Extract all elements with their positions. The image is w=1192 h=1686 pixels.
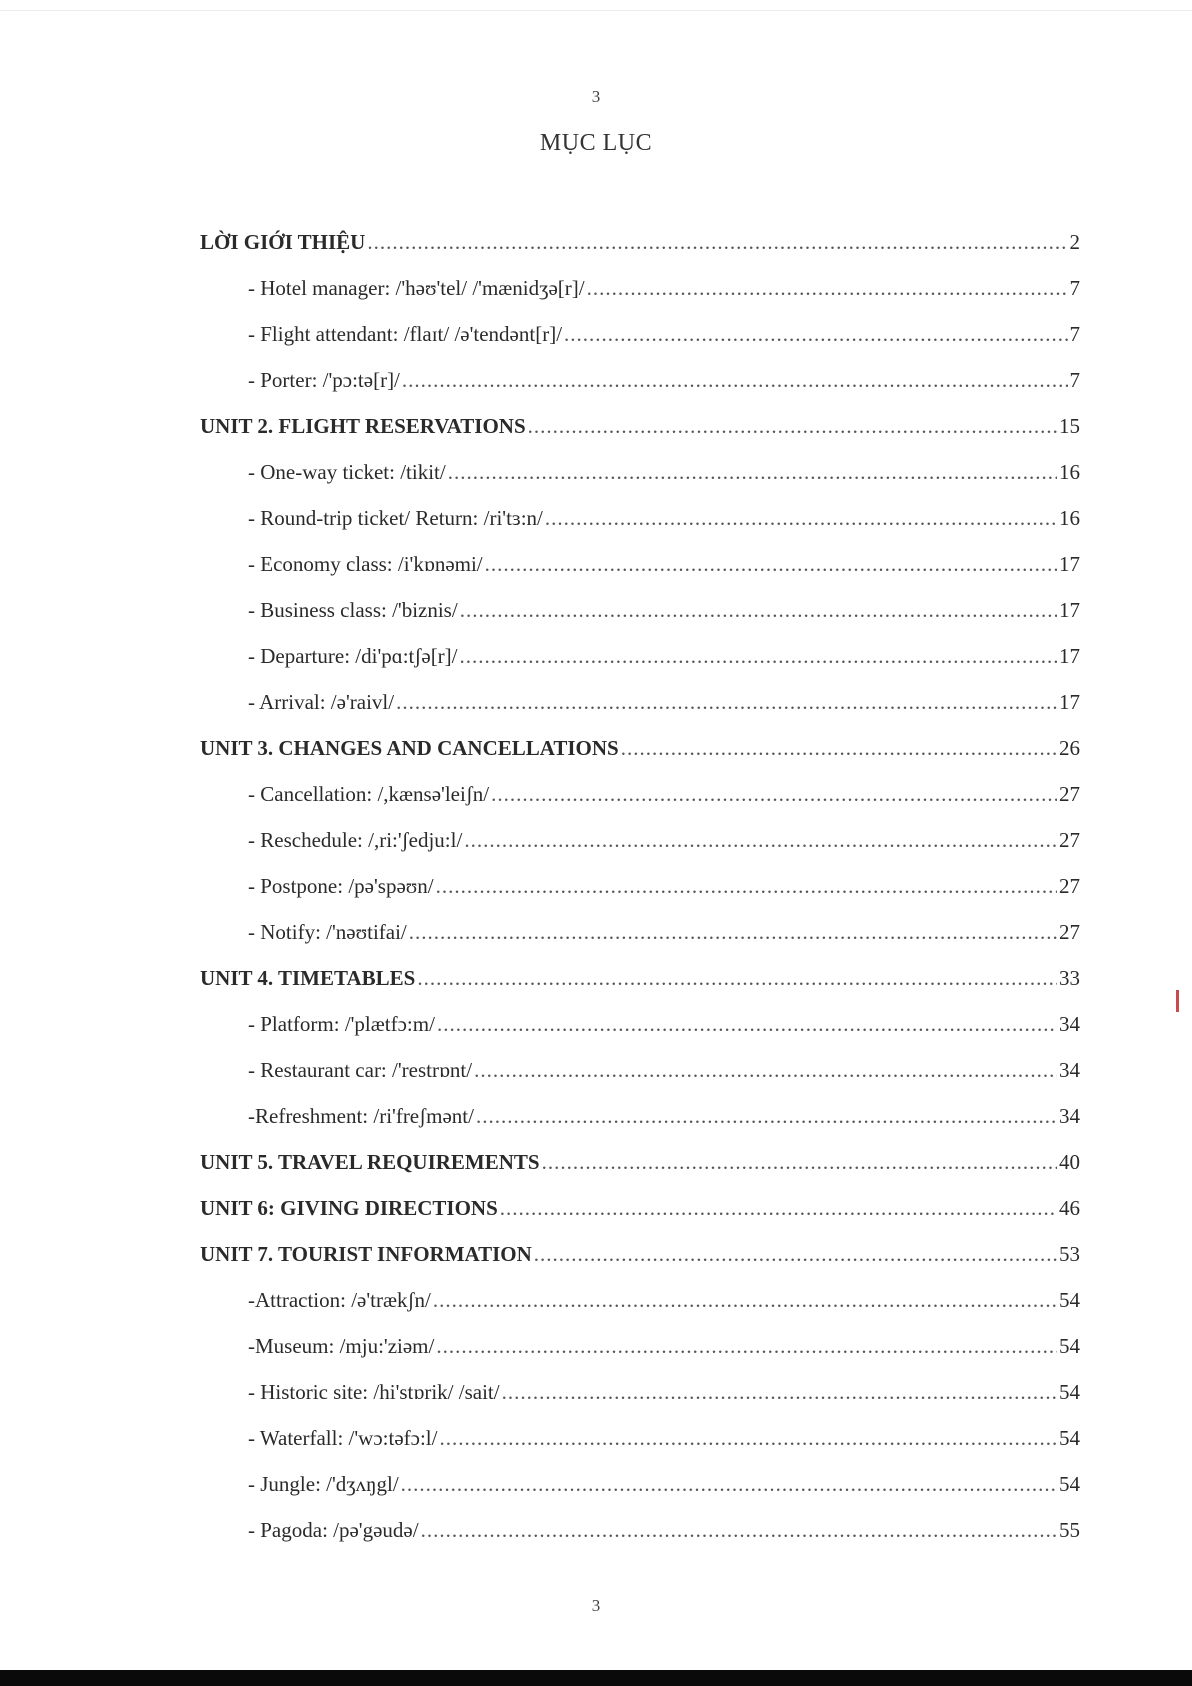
toc-page-number: 2 bbox=[1069, 230, 1080, 254]
toc-dot-leader bbox=[476, 1104, 1057, 1129]
toc-entry[interactable] bbox=[200, 1518, 1080, 1564]
toc-page-number: 17 bbox=[1059, 552, 1080, 576]
toc-entry-label: - Jungle: /'dʒʌŋgl/ bbox=[248, 1472, 399, 1496]
toc-heading[interactable] bbox=[200, 1150, 1080, 1196]
toc-page-number: 40 bbox=[1059, 1150, 1080, 1174]
toc-dot-leader bbox=[396, 690, 1057, 715]
toc-dot-leader bbox=[485, 552, 1057, 577]
toc-dot-leader bbox=[542, 1150, 1057, 1175]
toc-dot-leader bbox=[528, 414, 1057, 439]
toc-entry-label: - Restaurant car: /'restrɒnt/ bbox=[248, 1058, 473, 1082]
toc-dot-leader bbox=[460, 644, 1057, 669]
page-title: MỤC LỤC bbox=[539, 130, 653, 156]
toc-page-number: 33 bbox=[1059, 966, 1080, 990]
toc-entry-label: - Pagoda: /pə'gəudə/ bbox=[248, 1518, 419, 1542]
toc-entry-label: UNIT 7. TOURIST INFORMATION bbox=[200, 1242, 532, 1266]
toc-page-number: 16 bbox=[1059, 460, 1080, 484]
toc-entry-label: UNIT 2. FLIGHT RESERVATIONS bbox=[200, 414, 526, 438]
toc-entry-label: -Museum: /mju:'ziəm/ bbox=[248, 1334, 435, 1358]
toc-page-number: 54 bbox=[1059, 1472, 1080, 1496]
toc-dot-leader bbox=[436, 1334, 1057, 1359]
toc-entry-label: LỜI GIỚI THIỆU bbox=[200, 230, 366, 254]
toc-entry-label: - Postpone: /pə'spəʊn/ bbox=[248, 874, 434, 898]
toc-entry-label: UNIT 6: GIVING DIRECTIONS bbox=[200, 1196, 498, 1220]
margin-stamp-mark bbox=[1176, 990, 1179, 1012]
toc-page-number: 46 bbox=[1059, 1196, 1080, 1220]
toc-entry-label: - One-way ticket: /tikit/ bbox=[248, 460, 446, 484]
toc-dot-leader bbox=[367, 230, 1067, 255]
toc-page-number: 7 bbox=[1069, 322, 1080, 346]
toc-entry[interactable] bbox=[200, 782, 1080, 828]
toc-dot-leader bbox=[421, 1518, 1057, 1543]
toc-entry-label: - Arrival: /ə'raivl/ bbox=[248, 690, 395, 714]
page-number-top: 3 bbox=[591, 87, 601, 106]
toc-dot-leader bbox=[437, 1012, 1057, 1037]
toc-entry[interactable] bbox=[200, 1472, 1080, 1518]
toc-page-number: 27 bbox=[1059, 782, 1080, 806]
toc-page-number: 17 bbox=[1059, 598, 1080, 622]
toc-heading[interactable] bbox=[200, 230, 1080, 276]
toc-dot-leader bbox=[502, 1380, 1057, 1405]
toc-page-number: 17 bbox=[1059, 690, 1080, 714]
toc-dot-leader bbox=[545, 506, 1057, 531]
toc-dot-leader bbox=[417, 966, 1057, 991]
toc-entry[interactable] bbox=[200, 1104, 1080, 1150]
toc-entry[interactable] bbox=[200, 1426, 1080, 1472]
toc-entry[interactable] bbox=[200, 368, 1080, 414]
toc-page-number: 54 bbox=[1059, 1426, 1080, 1450]
toc-page-number: 54 bbox=[1059, 1380, 1080, 1404]
toc-entry-label: - Hotel manager: /'həʊ'tel/ /'mænidʒə[r]/ bbox=[248, 276, 585, 300]
toc-entry[interactable] bbox=[200, 1012, 1080, 1058]
toc-page-number: 17 bbox=[1059, 644, 1080, 668]
toc-entry[interactable] bbox=[200, 276, 1080, 322]
toc-page-number: 54 bbox=[1059, 1288, 1080, 1312]
toc-page-number: 27 bbox=[1059, 828, 1080, 852]
scan-bottom-edge bbox=[0, 1670, 1192, 1686]
toc-page-number: 7 bbox=[1069, 368, 1080, 392]
toc-dot-leader bbox=[587, 276, 1068, 301]
toc-dot-leader bbox=[433, 1288, 1057, 1313]
toc-entry[interactable] bbox=[200, 874, 1080, 920]
toc-dot-leader bbox=[464, 828, 1057, 853]
toc-dot-leader bbox=[436, 874, 1057, 899]
toc-page-number: 34 bbox=[1059, 1058, 1080, 1082]
toc-dot-leader bbox=[409, 920, 1057, 945]
toc-entry-label: -Attraction: /ə'trækʃn/ bbox=[248, 1288, 431, 1312]
toc-dot-leader bbox=[439, 1426, 1057, 1451]
table-of-contents bbox=[200, 230, 1080, 1564]
toc-page-number: 34 bbox=[1059, 1104, 1080, 1128]
toc-dot-leader bbox=[491, 782, 1057, 807]
toc-entry-label: - Reschedule: /,ri:'ʃedju:l/ bbox=[248, 828, 463, 852]
toc-entry[interactable] bbox=[200, 1334, 1080, 1380]
toc-heading[interactable] bbox=[200, 1196, 1080, 1242]
toc-entry-label: - Flight attendant: /flaɪt/ /ə'tendənt[r]/ bbox=[248, 322, 563, 346]
toc-entry-label: - Notify: /'nəʊtifai/ bbox=[248, 920, 407, 944]
toc-page-number: 55 bbox=[1059, 1518, 1080, 1542]
toc-entry-label: UNIT 5. TRAVEL REQUIREMENTS bbox=[200, 1150, 540, 1174]
toc-entry-label: UNIT 4. TIMETABLES bbox=[200, 966, 416, 990]
toc-entry[interactable] bbox=[200, 598, 1080, 644]
toc-entry-label: - Waterfall: /'wɔ:təfɔ:l/ bbox=[248, 1426, 438, 1450]
toc-entry-label: - Platform: /'plætfɔ:m/ bbox=[248, 1012, 435, 1036]
toc-heading[interactable] bbox=[200, 414, 1080, 460]
toc-entry-label: - Economy class: /i'kɒnəmi/ bbox=[248, 552, 483, 576]
toc-entry-label: - Porter: /'pɔ:tə[r]/ bbox=[248, 368, 400, 392]
toc-dot-leader bbox=[474, 1058, 1057, 1083]
toc-page-number: 54 bbox=[1059, 1334, 1080, 1358]
toc-entry[interactable] bbox=[200, 552, 1080, 598]
toc-dot-leader bbox=[460, 598, 1057, 623]
toc-entry-label: UNIT 3. CHANGES AND CANCELLATIONS bbox=[200, 736, 619, 760]
toc-page-number: 16 bbox=[1059, 506, 1080, 530]
toc-entry-label: - Business class: /'biznis/ bbox=[248, 598, 458, 622]
toc-dot-leader bbox=[500, 1196, 1057, 1221]
toc-entry[interactable] bbox=[200, 1380, 1080, 1426]
toc-entry-label: -Refreshment: /ri'freʃmənt/ bbox=[248, 1104, 474, 1128]
toc-entry[interactable] bbox=[200, 460, 1080, 506]
toc-page-number: 53 bbox=[1059, 1242, 1080, 1266]
toc-entry[interactable] bbox=[200, 1058, 1080, 1104]
toc-entry[interactable] bbox=[200, 322, 1080, 368]
top-border-line bbox=[0, 10, 1192, 11]
toc-entry[interactable] bbox=[200, 506, 1080, 552]
toc-heading[interactable] bbox=[200, 966, 1080, 1012]
toc-entry[interactable] bbox=[200, 1288, 1080, 1334]
toc-dot-leader bbox=[448, 460, 1057, 485]
toc-page-number: 7 bbox=[1069, 276, 1080, 300]
toc-page-number: 26 bbox=[1059, 736, 1080, 760]
toc-page-number: 27 bbox=[1059, 920, 1080, 944]
toc-dot-leader bbox=[401, 1472, 1057, 1497]
toc-page-number: 34 bbox=[1059, 1012, 1080, 1036]
toc-dot-leader bbox=[564, 322, 1067, 347]
toc-entry-label: - Round-trip ticket/ Return: /ri'tɜ:n/ bbox=[248, 506, 543, 530]
toc-dot-leader bbox=[621, 736, 1057, 761]
toc-entry-label: - Historic site: /hi'stɒrik/ /sait/ bbox=[248, 1380, 500, 1404]
toc-entry[interactable] bbox=[200, 920, 1080, 966]
page-number-bottom: 3 bbox=[591, 1596, 601, 1615]
toc-heading[interactable] bbox=[200, 1242, 1080, 1288]
toc-entry[interactable] bbox=[200, 690, 1080, 736]
toc-heading[interactable] bbox=[200, 736, 1080, 782]
toc-entry-label: - Cancellation: /,kænsə'leiʃn/ bbox=[248, 782, 490, 806]
toc-dot-leader bbox=[402, 368, 1068, 393]
toc-page-number: 15 bbox=[1059, 414, 1080, 438]
toc-dot-leader bbox=[534, 1242, 1057, 1267]
toc-entry-label: - Departure: /di'pɑ:tʃə[r]/ bbox=[248, 644, 458, 668]
toc-entry[interactable] bbox=[200, 828, 1080, 874]
toc-page-number: 27 bbox=[1059, 874, 1080, 898]
toc-entry[interactable] bbox=[200, 644, 1080, 690]
